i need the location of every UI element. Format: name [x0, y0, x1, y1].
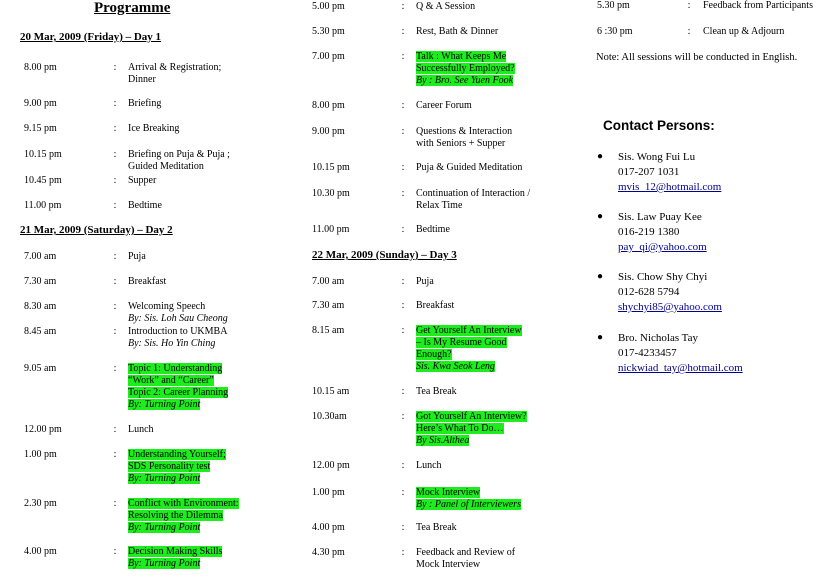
time-separator: :: [687, 0, 691, 11]
schedule-activity: [128, 251, 146, 263]
schedule-activity: [416, 1, 475, 13]
schedule-activity: [128, 123, 179, 135]
schedule-activity: [416, 162, 522, 174]
activity-line: Talk : What Keeps Me: [416, 51, 507, 62]
activity-line: Topic 1: Understanding: [128, 363, 223, 374]
activity-speaker: By : Panel of Interviewers: [416, 499, 521, 510]
time-separator: :: [113, 449, 117, 460]
time-separator: :: [401, 300, 405, 311]
time-separator: :: [401, 522, 405, 533]
time-separator: :: [113, 546, 117, 557]
time-separator: :: [401, 547, 405, 558]
contact-entry: [618, 270, 722, 315]
bullet-icon: ●: [597, 211, 604, 222]
activity-line: Mock Interview: [416, 487, 481, 498]
schedule-activity: [128, 200, 162, 212]
day2-heading: 21 Mar, 2009 (Saturday) – Day 2: [20, 224, 173, 236]
schedule-time: 5.30 pm: [597, 0, 630, 11]
schedule-time: 11.00 pm: [24, 200, 62, 211]
time-separator: :: [401, 51, 405, 62]
schedule-activity: [128, 326, 227, 350]
time-separator: :: [113, 98, 117, 109]
activity-line: with Seniors + Supper: [416, 138, 506, 149]
activity-line: Enough?: [416, 349, 452, 360]
contact-email-link[interactable]: pay_qi@yahoo.com: [618, 241, 707, 253]
activity-line: Rest, Bath & Dinner: [416, 26, 499, 37]
activity-line: Ice Breaking: [128, 123, 180, 134]
time-separator: :: [113, 301, 117, 312]
schedule-time: 12.00 pm: [312, 460, 350, 471]
activity-line: Decision Making Skills: [128, 546, 223, 557]
contact-email-link[interactable]: mvis_12@hotmail.com: [618, 181, 722, 193]
day3-heading: 22 Mar, 2009 (Sunday) – Day 3: [312, 249, 457, 261]
schedule-time: 7.30 am: [312, 300, 345, 311]
activity-line: Puja: [416, 276, 434, 287]
time-separator: :: [401, 188, 405, 199]
contact-entry: [618, 150, 721, 195]
schedule-time: 1.00 pm: [312, 487, 345, 498]
time-separator: :: [401, 100, 405, 111]
activity-line: Lunch: [416, 460, 442, 471]
schedule-time: 12.00 pm: [24, 424, 62, 435]
contact-entry: [618, 210, 707, 255]
schedule-activity: [128, 546, 222, 570]
activity-line: Tea Break: [416, 522, 457, 533]
schedule-time: 5.30 pm: [312, 26, 345, 37]
schedule-activity: [128, 62, 221, 86]
contact-entry: [618, 331, 743, 376]
activity-line: Understanding Yourself;: [128, 449, 226, 460]
activity-line: Briefing: [128, 98, 162, 109]
contacts-title: Contact Persons:: [603, 118, 715, 133]
schedule-activity: [128, 363, 228, 411]
schedule-time: 9.15 pm: [24, 123, 57, 134]
time-separator: :: [401, 1, 405, 12]
activity-line: Briefing on Puja & Puja ;: [128, 149, 230, 160]
schedule-time: 5.00 pm: [312, 1, 345, 12]
schedule-time: 9.00 pm: [24, 98, 57, 109]
activity-speaker: By: Turning Point: [128, 522, 201, 533]
schedule-time: 8.00 pm: [24, 62, 57, 73]
schedule-time: 10.15 am: [312, 386, 350, 397]
contact-name: Bro. Nicholas Tay: [618, 332, 698, 344]
activity-line: Bedtime: [128, 200, 162, 211]
time-separator: :: [113, 123, 117, 134]
schedule-time: 10.30 pm: [312, 188, 350, 199]
schedule-activity: [416, 522, 457, 534]
schedule-activity: [416, 460, 442, 472]
schedule-time: 10.30am: [312, 411, 347, 422]
schedule-activity: [416, 26, 498, 38]
language-note: Note: All sessions will be conducted in English.: [596, 52, 798, 63]
activity-speaker: By: Turning Point: [128, 473, 201, 484]
schedule-activity: [703, 0, 813, 12]
time-separator: :: [113, 424, 117, 435]
activity-line: Breakfast: [128, 276, 167, 287]
time-separator: :: [401, 162, 405, 173]
contact-phone: 017-4233457: [618, 347, 677, 359]
schedule-time: 10.15 pm: [312, 162, 350, 173]
contact-phone: 016-219 1380: [618, 226, 680, 238]
activity-line: Introduction to UKMBA: [128, 326, 228, 337]
activity-speaker: By: Turning Point: [128, 558, 201, 569]
schedule-activity: [416, 487, 521, 511]
schedule-activity: [416, 325, 522, 373]
activity-line: Questions & Interaction: [416, 126, 513, 137]
schedule-activity: [416, 547, 515, 571]
schedule-activity: [128, 301, 228, 325]
schedule-activity: [416, 51, 515, 87]
programme-title: Programme: [94, 0, 171, 16]
time-separator: :: [113, 149, 117, 160]
schedule-activity: [128, 424, 154, 436]
schedule-time: 4.00 pm: [312, 522, 345, 533]
activity-line: Feedback and Review of: [416, 547, 516, 558]
activity-line: Puja: [128, 251, 146, 262]
schedule-activity: [128, 276, 166, 288]
schedule-time: 7.00 am: [312, 276, 345, 287]
activity-speaker: By: Sis. Ho Yin Ching: [128, 338, 216, 349]
activity-line: Feedback from Participants: [703, 0, 813, 11]
activity-line: Lunch: [128, 424, 154, 435]
activity-line: Relax Time: [416, 200, 463, 211]
activity-line: Got Yourself An Interview?: [416, 411, 527, 422]
time-separator: :: [401, 325, 405, 336]
schedule-activity: [416, 300, 454, 312]
time-separator: :: [113, 276, 117, 287]
schedule-activity: [416, 224, 450, 236]
schedule-time: 10.45 pm: [24, 175, 62, 186]
contact-email-link[interactable]: nickwiad_tay@hotmail.com: [618, 362, 743, 374]
activity-line: – Is My Resume Good: [416, 337, 507, 348]
contact-phone: 012-628 5794: [618, 286, 680, 298]
schedule-activity: [128, 149, 230, 173]
bullet-icon: ●: [597, 151, 604, 162]
schedule-activity: [416, 411, 527, 447]
schedule-time: 8.45 am: [24, 326, 57, 337]
schedule-activity: [128, 449, 226, 485]
activity-line: Mock Interview: [416, 559, 481, 570]
time-separator: :: [401, 126, 405, 137]
activity-line: Topic 2: Career Planning: [128, 387, 229, 398]
schedule-time: 7.00 am: [24, 251, 57, 262]
activity-line: Guided Meditation: [128, 161, 204, 172]
activity-line: Career Forum: [416, 100, 472, 111]
contact-name: Sis. Wong Fui Lu: [618, 151, 696, 163]
schedule-time: 1.00 pm: [24, 449, 57, 460]
schedule-time: 10.15 pm: [24, 149, 62, 160]
time-separator: :: [401, 224, 405, 235]
activity-line: Here’s What To Do…: [416, 423, 504, 434]
schedule-time: 4.00 pm: [24, 546, 57, 557]
contact-email-link[interactable]: shychyi85@yahoo.com: [618, 301, 722, 313]
activity-line: Welcoming Speech: [128, 301, 206, 312]
contact-phone: 017-207 1031: [618, 166, 680, 178]
activity-line: Puja & Guided Meditation: [416, 162, 523, 173]
schedule-time: 8.15 am: [312, 325, 345, 336]
activity-line: Conflict with Environment:: [128, 498, 239, 509]
schedule-activity: [416, 188, 530, 212]
bullet-icon: ●: [597, 332, 604, 343]
schedule-time: 8.00 pm: [312, 100, 345, 111]
schedule-time: 6 :30 pm: [597, 26, 633, 37]
contact-name: Sis. Law Puay Kee: [618, 211, 702, 223]
activity-line: Supper: [128, 175, 157, 186]
time-separator: :: [113, 498, 117, 509]
schedule-time: 7.00 pm: [312, 51, 345, 62]
schedule-activity: [416, 386, 457, 398]
schedule-activity: [128, 98, 161, 110]
time-separator: :: [113, 200, 117, 211]
schedule-activity: [128, 498, 239, 534]
activity-line: Breakfast: [416, 300, 455, 311]
schedule-time: 9.05 am: [24, 363, 57, 374]
activity-speaker: By: Turning Point: [128, 399, 201, 410]
activity-line: Dinner: [128, 74, 156, 85]
time-separator: :: [401, 26, 405, 37]
time-separator: :: [401, 411, 405, 422]
time-separator: :: [687, 26, 691, 37]
activity-line: Tea Break: [416, 386, 457, 397]
time-separator: :: [113, 326, 117, 337]
schedule-time: 7.30 am: [24, 276, 57, 287]
activity-speaker: By: Sis. Loh Sau Cheong: [128, 313, 228, 324]
time-separator: :: [113, 251, 117, 262]
schedule-activity: [416, 276, 434, 288]
schedule-activity: [703, 26, 784, 38]
schedule-time: 8.30 am: [24, 301, 57, 312]
time-separator: :: [401, 276, 405, 287]
activity-line: “Work” and “Career”: [128, 375, 214, 386]
schedule-activity: [416, 126, 512, 150]
schedule-time: 4.30 pm: [312, 547, 345, 558]
time-separator: :: [113, 62, 117, 73]
bullet-icon: ●: [597, 271, 604, 282]
activity-line: Resolving the Dilemma: [128, 510, 223, 521]
schedule-activity: [416, 100, 472, 112]
activity-line: Q & A Session: [416, 1, 476, 12]
schedule-activity: [128, 175, 156, 187]
time-separator: :: [401, 386, 405, 397]
contact-name: Sis. Chow Shy Chyi: [618, 271, 708, 283]
activity-line: Clean up & Adjourn: [703, 26, 785, 37]
day1-heading: 20 Mar, 2009 (Friday) – Day 1: [20, 31, 162, 43]
activity-speaker: By : Bro. See Yuen Fook: [416, 75, 514, 86]
activity-line: Continuation of Interaction /: [416, 188, 531, 199]
time-separator: :: [113, 363, 117, 374]
schedule-time: 2.30 pm: [24, 498, 57, 509]
schedule-time: 9.00 pm: [312, 126, 345, 137]
time-separator: :: [401, 487, 405, 498]
time-separator: :: [113, 175, 117, 186]
schedule-time: 11.00 pm: [312, 224, 350, 235]
activity-line: SDS Personality test: [128, 461, 211, 472]
activity-line: Successfully Employed?: [416, 63, 515, 74]
activity-line: Arrival & Registration;: [128, 62, 222, 73]
time-separator: :: [401, 460, 405, 471]
activity-speaker: By Sis.Althea: [416, 435, 470, 446]
activity-speaker: Sis. Kwa Seok Leng: [416, 361, 495, 372]
activity-line: Bedtime: [416, 224, 450, 235]
activity-line: Get Yourself An Interview: [416, 325, 522, 336]
